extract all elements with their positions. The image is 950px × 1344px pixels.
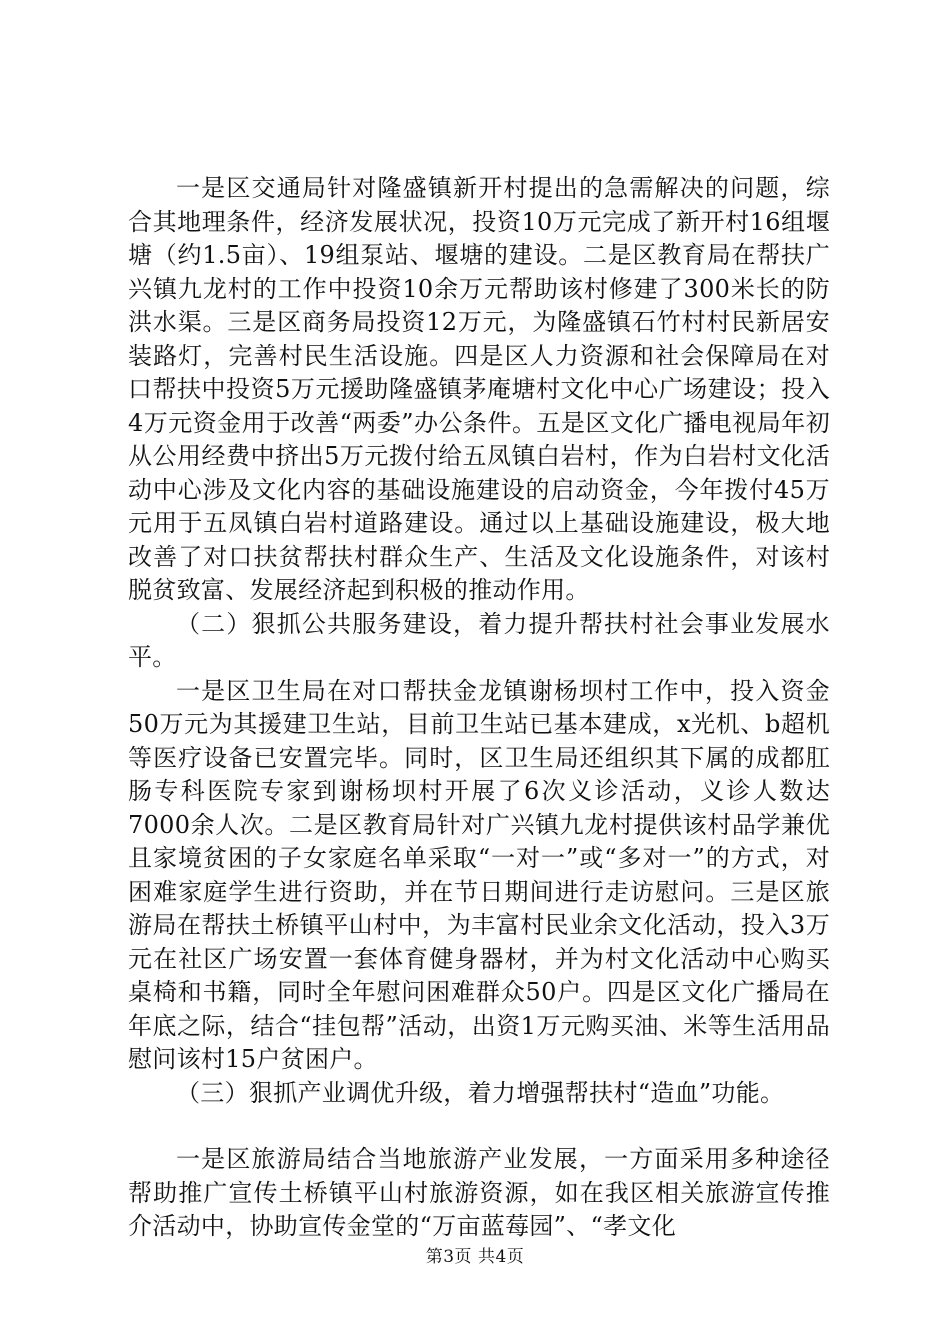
heading-industry: （三）狠抓产业调优升级，着力增强帮扶村“造血”功能。 [176, 1078, 785, 1107]
document-body [128, 172, 830, 1244]
paragraph-industry: 一是区旅游局结合当地旅游产业发展，一方面采用多种途径帮助推广宣传土桥镇平山村旅游资源，如在我区相关旅游宣传推介活动中，协助宣传金堂的“万亩蓝莓园”、“孝文化 [128, 1145, 830, 1240]
paragraph-infrastructure: 一是区交通局针对隆盛镇新开村提出的急需解决的问题，综合其地理条件，经济发展状况，投资10万元完成了新开村16组堰塘（约1.5亩）、19组泵站、堰塘的建设。二是区教育局在帮扶广兴镇九龙村的工作中投资10余万元帮助该村修建了300米长的防洪水渠。三是区商务局投资12万元，为隆盛镇石竹村村民新居安装路灯，完善村民生活设施。四是区人力资源和社会保障局在对口帮扶中投资5万元援助隆盛镇茅庵塘村文化中心广场建设；投入4万元资金用于改善“两委”办公条件。五是区文化广播电视局年初从公用经费中挤出5万元拨付给五凤镇白岩村，作为白岩村文化活动中心涉及文化内容的基础设施建设的启动资金，今年拨付45万元用于五凤镇白岩村道路建设。通过以上基础设施建设，极大地改善了对口扶贫帮扶村群众生产、生活及文化设施条件，对该村脱贫致富、发展经济起到积极的推动作用。 [128, 174, 830, 604]
heading-public-service: （二）狠抓公共服务建设，着力提升帮扶村社会事业发展水平。 [128, 609, 830, 671]
page-number-footer: 第3页 共4页 [425, 1247, 525, 1267]
paragraph-public-service: 一是区卫生局在对口帮扶金龙镇谢杨坝村工作中，投入资金50万元为其援建卫生站，目前卫生站已基本建成，x光机、b超机等医疗设备已安置完毕。同时，区卫生局还组织其下属的成都肛肠专科医院专家到谢杨坝村开展了6次义诊活动，义诊人数达7000余人次。二是区教育局针对广兴镇九龙村提供该村品学兼优且家境贫困的子女家庭名单采取“一对一”或“多对一”的方式，对困难家庭学生进行资助，并在节日期间进行走访慰问。三是区旅游局在帮扶土桥镇平山村中，为丰富村民业余文化活动，投入3万元在社区广场安置一套体育健身器材，并为村文化活动中心购买桌椅和书籍，同时全年慰问困难群众50户。四是区文化广播局在年底之际，结合“挂包帮”活动，出资1万元购买油、米等生活用品慰问该村15户贫困户。 [128, 676, 830, 1073]
